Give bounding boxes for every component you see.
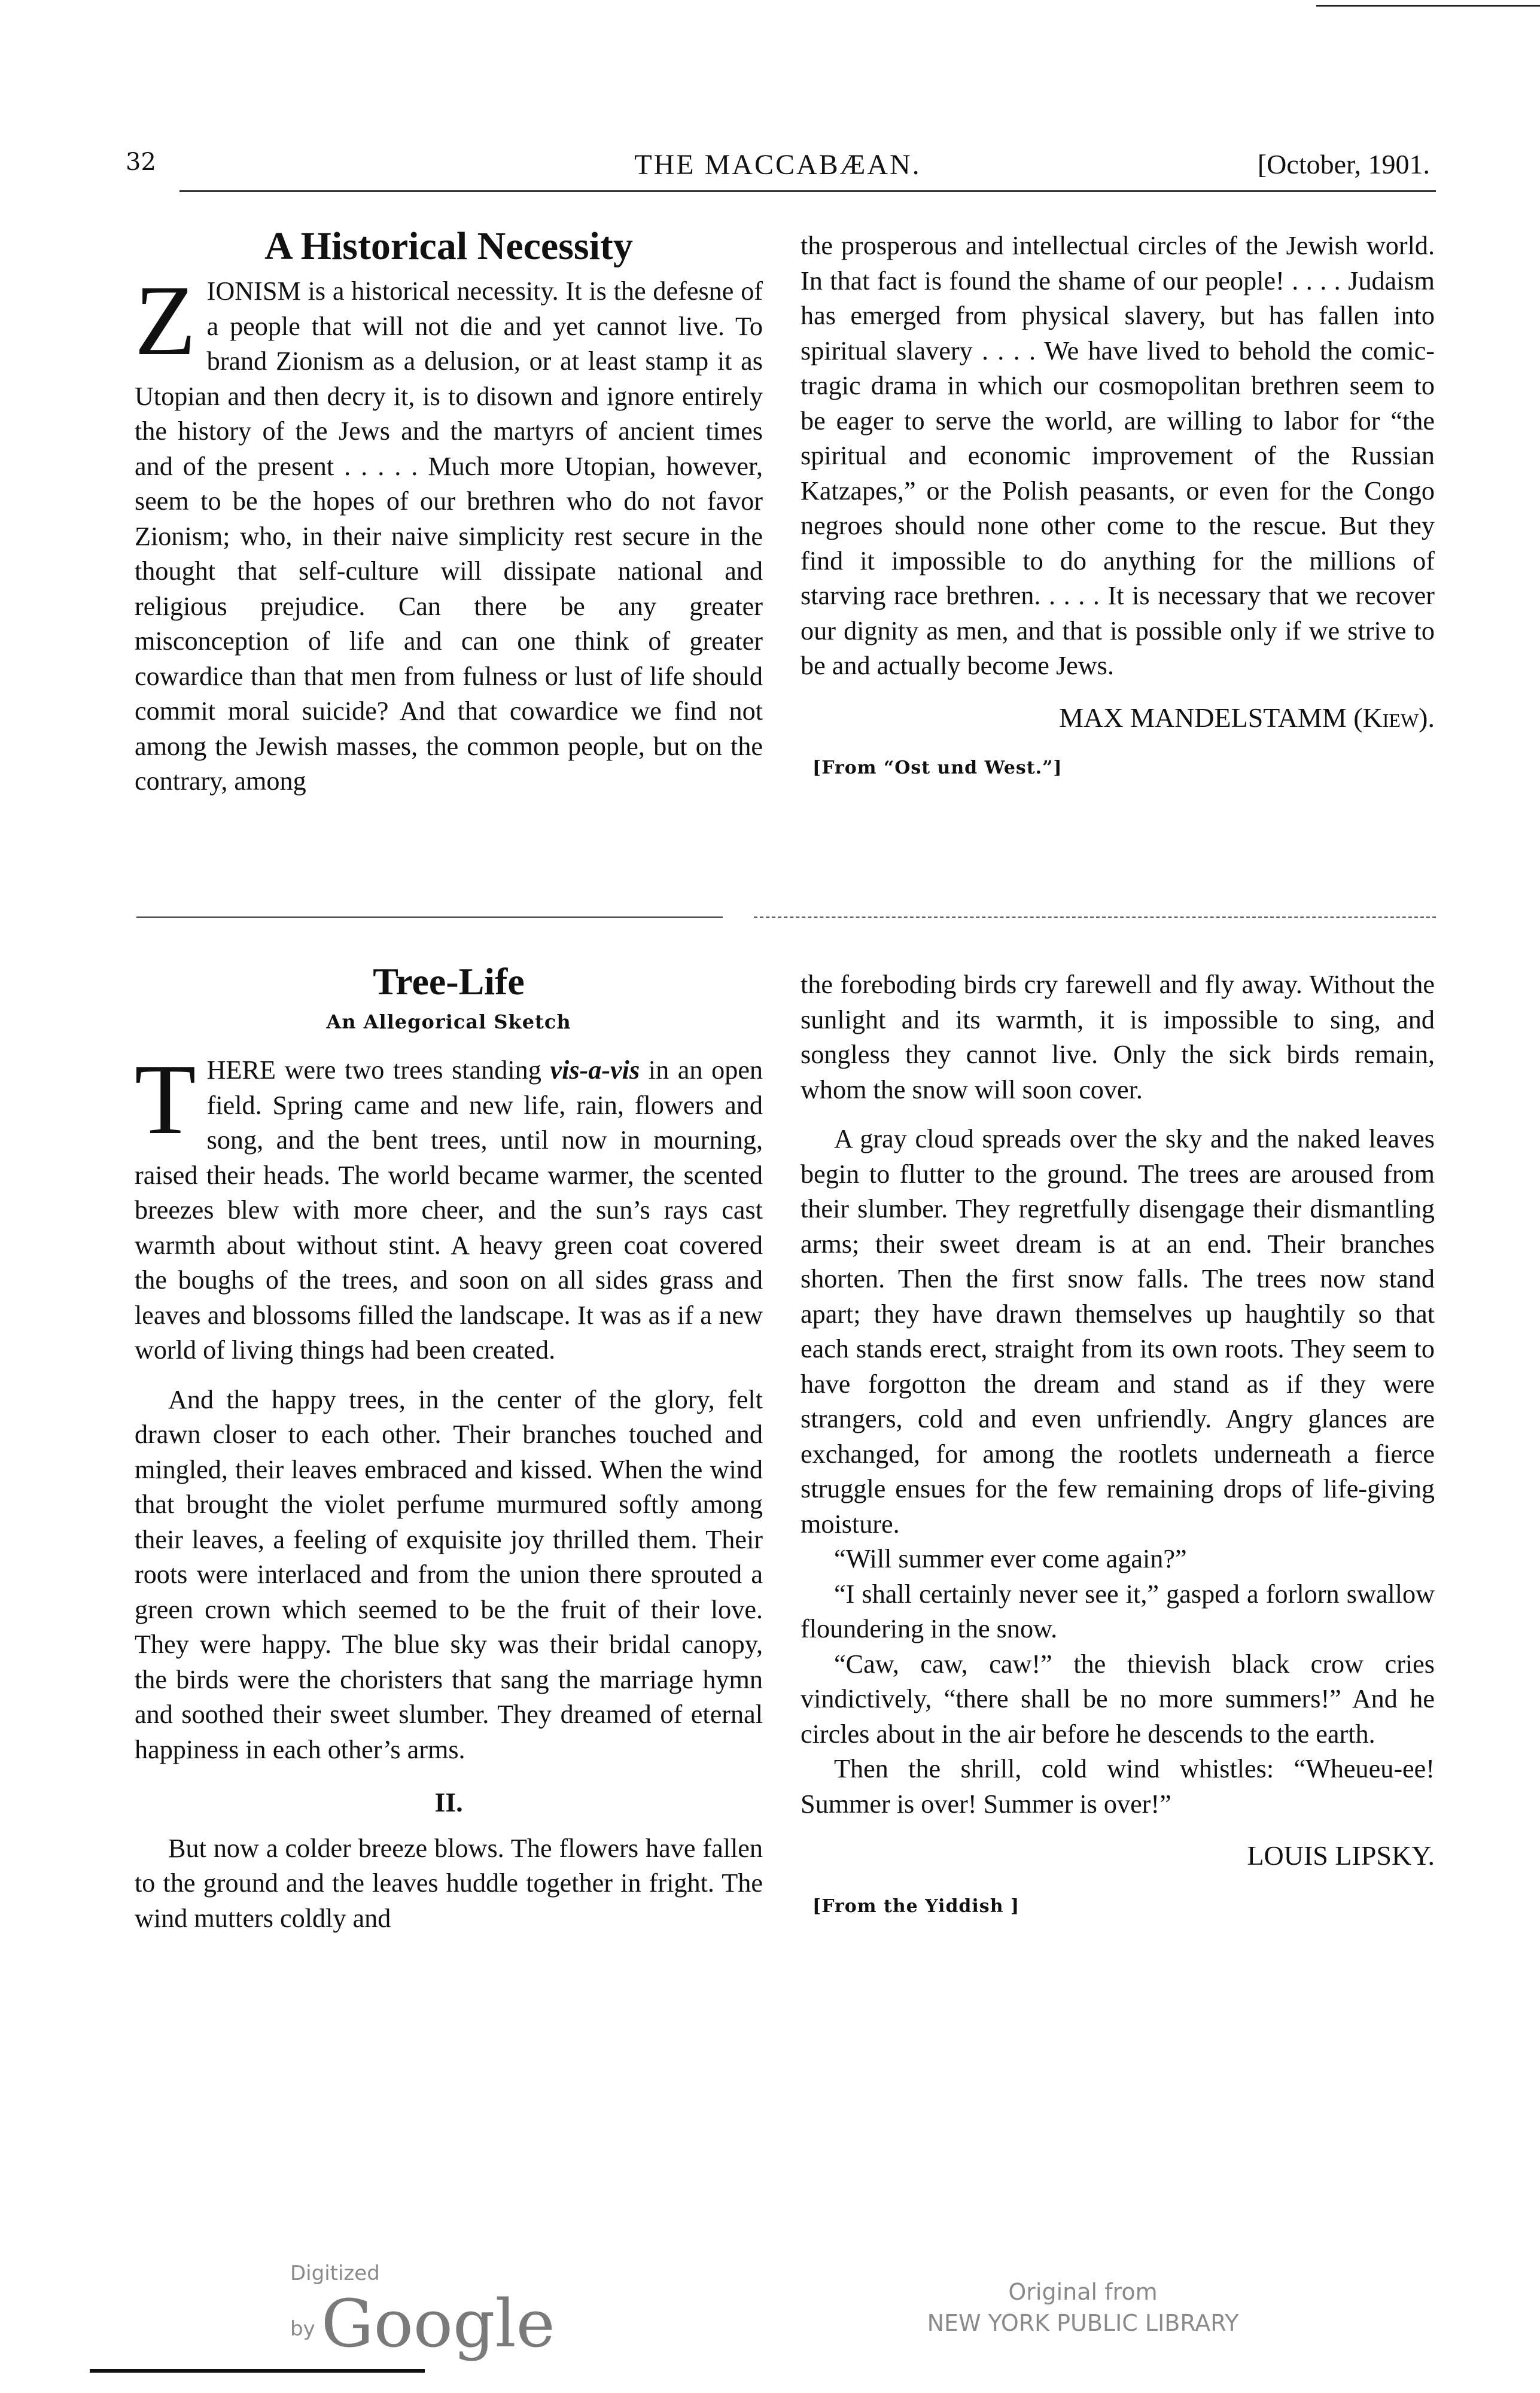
article-historical-necessity-left — [135, 223, 763, 799]
article-tree-life-right — [801, 967, 1435, 1924]
source-note: [From “Ost und West.”] — [812, 757, 1063, 778]
article-paragraph: Then the shrill, cold wind whistles: “Wheueu-ee! Summer is over! Summer is over!” — [801, 1754, 1435, 1819]
original-from-label: Original from — [1008, 2279, 1158, 2305]
article-historical-necessity-right — [801, 229, 1435, 786]
journal-title: THE MACCABÆAN. — [634, 149, 921, 181]
article-paragraph: THERE were two trees standing vis-a-vis in an open field. Spring came and new life, rain, flowers and song, and the bent trees, until now in mourning, raised their heads. The world became warmer, the scented breezes blew with more cheer, and the sun’s rays cast warmth about without stint. A heavy green coat covered the boughs of the trees, and soon on all sides grass and leaves and blossoms filled the landscape. It was as if a new world of living things had been created. — [135, 1044, 763, 1365]
drop-cap: T — [135, 1044, 196, 1155]
quote-paragraph: “Caw, caw, caw!” the thievish black crow cries vindictively, “there shall be no more summers!” And he circles about in the air before he descends to the earth. — [801, 1649, 1435, 1749]
header-rule — [179, 190, 1436, 192]
italic-phrase: vis-a-vis — [550, 1055, 640, 1085]
article-paragraph: ZIONISM is a historical necessity. It is the defesne of a people that will not die and yet cannot live. To brand Zionism as a delusion, or at least stamp it as Utopian and then decry it, is to disown and ignore entirely the history of the Jews and the martyrs of ancient times and of the present . . . . . Much more Utopian, however, seem to be the hopes of our brethren who do not favor Zionism; who, in their naive simplicity rest secure in the thought that self-culture will dissipate national and religious prejudice. Can there be any greater misconception of life and can one think of greater cowardice than that men from fulness or lust of life should commit moral suicide? And that cowardice we find not among the Jewish masses, the common people, but on the contrary, among — [135, 265, 763, 796]
google-logo: Google — [321, 2285, 555, 2362]
library-attribution — [868, 2276, 1298, 2339]
article-paragraph: the foreboding birds cry farewell and fly away. Without the sunlight and its warmth, it is impossible to sing, and songless they cannot live. Only the sick birds remain, whom the snow will soon cover. — [801, 970, 1435, 1104]
article-paragraph: the prosperous and intellectual circles of the Jewish world. In that fact is found the shame of our people! . . . . Judaism has emerged from physical slavery, but has fallen into spiritual slavery . . . . We have lived to behold the comic-tragic drama in which our cosmopolitan brethren seem to be eager to serve the world, are willing to labor for “the spiritual and economic improvement of the Russian Katzapes,” or the Polish peasants, or even for the Congo negroes should none other come to the rescue. But they find it impossible to do anything for the millions of starving race brethren. . . . . It is necessary that we recover our dignity as men, and that is possible only if we strive to be and actually become Jews. — [801, 231, 1435, 680]
section-number: II. — [434, 1787, 463, 1817]
running-header — [126, 148, 1430, 191]
section-divider-right — [754, 917, 1436, 918]
issue-date: [October, 1901. — [1257, 149, 1430, 179]
article-paragraph: And the happy trees, in the center of the glory, felt drawn closer to each other. Their branches touched and mingled, their leaves embraced and kissed. When the wind that brought the violet perfume murmured softly among their leaves, a feeling of exquisite joy thrilled them. Their roots were interlaced and from the union there sprouted a green crown which seemed to be the fruit of their love. They were happy. The blue sky was their bridal canopy, the birds were the choristers that sang the marriage hymn and soothed their sweet slumber. They dreamed of eternal happiness in each other’s arms. — [135, 1384, 763, 1764]
article-paragraph: A gray cloud spreads over the sky and the naked leaves begin to flutter to the ground. The trees are aroused from their slumber. They regretfully disengage their dismantling arms; their sweet dream is at an end. Their branches shorten. Then the first snow falls. The trees now stand apart; they have drawn themselves up haughtily so that each stands erect, straight from its own roots. They seem to have forgotton the dream and stand as if they were strangers, cold and even unfriendly. Angry glances are exchanged, for among the rootlets underneath a fierce struggle ensues for the few remaining drops of life-giving moisture. — [801, 1124, 1435, 1539]
quote-paragraph: “I shall certainly never see it,” gasped a forlorn swallow floundering in the snow. — [801, 1579, 1435, 1643]
bottom-edge-rule — [90, 2369, 425, 2373]
article-subtitle: An Allegorical Sketch — [326, 1010, 571, 1033]
top-edge-rule — [1316, 5, 1540, 7]
source-note: [From the Yiddish ] — [812, 1895, 1020, 1917]
page-number: 32 — [126, 148, 156, 176]
lead-word: HERE — [206, 1055, 276, 1085]
article-title: A Historical Necessity — [264, 224, 633, 268]
article-title: Tree-Life — [373, 960, 525, 1003]
author-signature: MAX MANDELSTAMM (Kiew). — [1059, 702, 1435, 733]
digitized-label: Digitized by — [290, 2261, 380, 2341]
author-signature: LOUIS LIPSKY. — [1247, 1840, 1435, 1871]
digitized-by-watermark — [290, 2261, 625, 2362]
library-name: NEW YORK PUBLIC LIBRARY — [927, 2310, 1239, 2336]
article-paragraph: But now a colder breeze blows. The flowers have fallen to the ground and the leaves huddle together in fright. The wind mutters coldly and — [135, 1833, 763, 1933]
quote-paragraph: “Will summer ever come again?” — [834, 1544, 1187, 1573]
article-tree-life-left — [135, 957, 763, 1936]
lead-word: IONISM — [206, 276, 301, 306]
section-divider-left — [136, 917, 723, 918]
drop-cap: Z — [135, 265, 196, 376]
